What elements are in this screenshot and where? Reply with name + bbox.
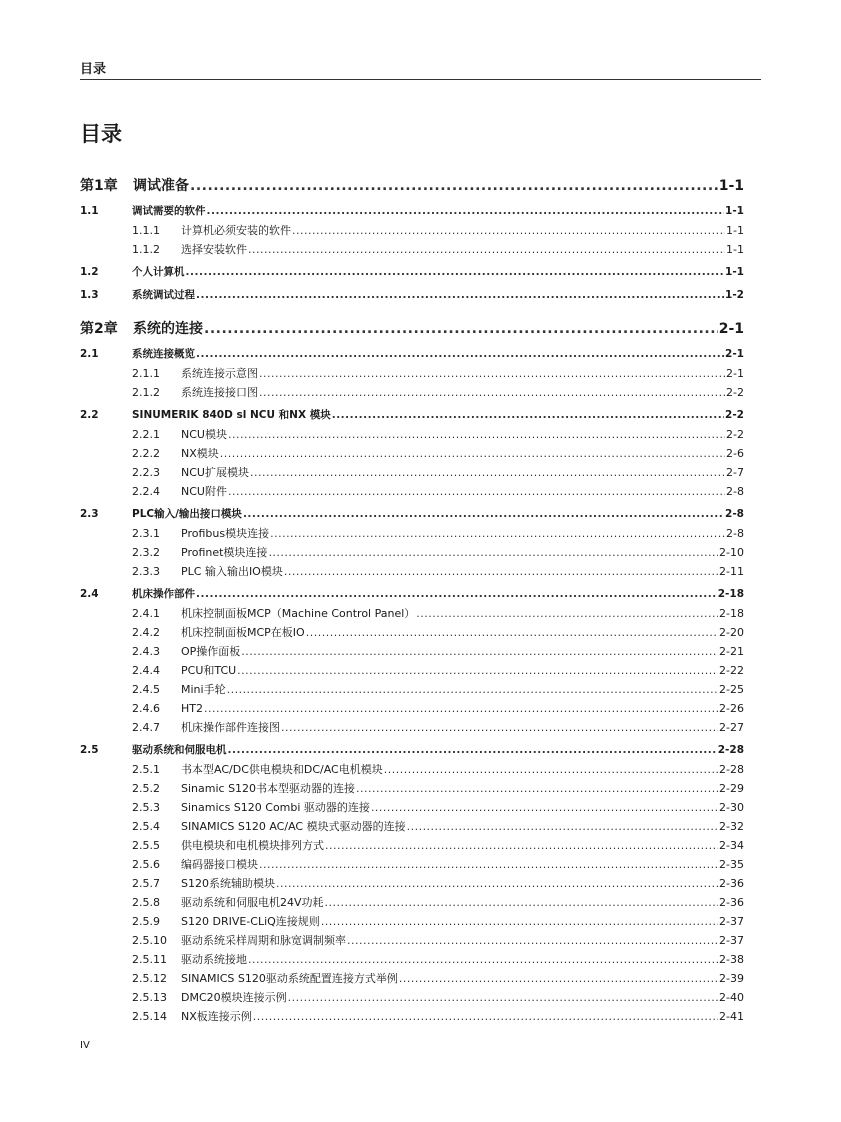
toc-subsection-entry[interactable] <box>80 604 744 623</box>
entry-page: 2-30 <box>719 801 744 814</box>
entry-title: 机床操作部件连接图 <box>181 721 280 734</box>
entry-title: NX板连接示例 <box>181 1010 252 1023</box>
entry-number: 2.2 <box>80 409 99 421</box>
entry-title: NX模块 <box>181 447 219 460</box>
entry-title: 机床控制面板MCP（Machine Control Panel） <box>181 607 416 620</box>
entry-page: 2-2 <box>726 428 744 441</box>
entry-page: 2-1 <box>718 321 744 337</box>
dot-leader <box>306 623 718 642</box>
entry-page: 2-21 <box>719 645 744 658</box>
entry-page: 2-39 <box>719 972 744 985</box>
entry-title: 驱动系统接地 <box>181 953 247 966</box>
dot-leader <box>416 604 718 623</box>
entry-page: 2-26 <box>719 702 744 715</box>
dot-leader <box>248 240 725 259</box>
entry-number: 2.4.7 <box>132 721 160 734</box>
entry-number: 2.3.3 <box>132 565 160 578</box>
toc-section-entry[interactable] <box>80 286 744 305</box>
entry-title: NCU附件 <box>181 485 227 498</box>
entry-page: 2-10 <box>719 546 744 559</box>
dot-leader <box>243 505 724 524</box>
dot-leader <box>281 718 718 737</box>
toc-section-entry[interactable] <box>80 585 744 604</box>
entry-page: 2-18 <box>719 607 744 620</box>
entry-page: 1-1 <box>725 205 744 217</box>
entry-page: 2-22 <box>719 664 744 677</box>
entry-title: PCU和TCU <box>181 664 237 677</box>
toc-subsection-entry[interactable] <box>80 931 744 950</box>
entry-page: 2-37 <box>719 915 744 928</box>
entry-page: 2-27 <box>719 721 744 734</box>
toc-subsection-entry[interactable] <box>80 221 744 240</box>
toc-subsection-entry[interactable] <box>80 969 744 988</box>
entry-page: 2-18 <box>717 588 744 600</box>
dot-leader <box>250 463 725 482</box>
dot-leader <box>204 317 718 341</box>
entry-title: PLC 输入输出IO模块 <box>181 565 283 578</box>
dot-leader <box>207 202 725 221</box>
dot-leader <box>347 931 718 950</box>
dot-leader <box>237 661 718 680</box>
entry-number: 2.2.3 <box>132 466 160 479</box>
dot-leader <box>259 855 718 874</box>
toc-subsection-entry[interactable] <box>80 383 744 402</box>
dot-leader <box>204 699 718 718</box>
entry-number: 2.1.1 <box>132 367 160 380</box>
entry-title: 驱动系统和伺服电机24V功耗 <box>181 896 324 909</box>
entry-title: NCU模块 <box>181 428 227 441</box>
entry-number: 2.4.5 <box>132 683 160 696</box>
toc-subsection-entry[interactable] <box>80 893 744 912</box>
toc-subsection-entry[interactable] <box>80 444 744 463</box>
entry-number: 2.2.4 <box>132 485 160 498</box>
entry-title: SINAMICS S120 AC/AC 模块式驱动器的连接 <box>181 820 406 833</box>
dot-leader <box>259 364 725 383</box>
dot-leader <box>248 950 718 969</box>
running-header: 目录 <box>80 62 107 77</box>
toc-subsection-entry[interactable] <box>80 874 744 893</box>
entry-title: 系统连接示意图 <box>181 367 258 380</box>
entry-page: 2-7 <box>726 466 744 479</box>
entry-number: 2.5.2 <box>132 782 160 795</box>
toc-subsection-entry[interactable] <box>80 661 744 680</box>
dot-leader <box>325 836 718 855</box>
entry-title: 调试准备 <box>133 178 189 194</box>
toc-subsection-entry[interactable] <box>80 718 744 737</box>
entry-title: 系统连接概览 <box>132 348 195 360</box>
dot-leader <box>325 893 719 912</box>
toc-subsection-entry[interactable] <box>80 760 744 779</box>
entry-page: 1-1 <box>718 178 744 194</box>
dot-leader <box>284 562 718 581</box>
table-of-contents <box>80 174 744 1026</box>
entry-page: 2-2 <box>726 386 744 399</box>
toc-section-entry[interactable] <box>80 406 744 425</box>
entry-number: 2.5.14 <box>132 1010 167 1023</box>
toc-subsection-entry[interactable] <box>80 855 744 874</box>
entry-title: 系统连接接口图 <box>181 386 258 399</box>
toc-section-entry[interactable] <box>80 505 744 524</box>
entry-number: 1.1 <box>80 205 99 217</box>
dot-leader <box>196 585 717 604</box>
entry-number: 1.1.1 <box>132 224 160 237</box>
toc-section-entry[interactable] <box>80 263 744 282</box>
entry-number: 1.1.2 <box>132 243 160 256</box>
entry-number: 2.4.2 <box>132 626 160 639</box>
entry-number: 2.4.3 <box>132 645 160 658</box>
dot-leader <box>228 482 725 501</box>
entry-page: 2-8 <box>726 527 744 540</box>
entry-number: 2.3 <box>80 508 99 520</box>
entry-title: 选择安装软件 <box>181 243 247 256</box>
entry-page: 1-1 <box>726 243 744 256</box>
entry-page: 2-32 <box>719 820 744 833</box>
entry-title: 驱动系统采样周期和脉宽调制频率 <box>181 934 346 947</box>
entry-title: OP操作面板 <box>181 645 241 658</box>
toc-subsection-entry[interactable] <box>80 912 744 931</box>
entry-title: 个人计算机 <box>132 266 185 278</box>
entry-number: 1.3 <box>80 289 99 301</box>
entry-page: 2-1 <box>725 348 744 360</box>
entry-number: 2.5.7 <box>132 877 160 890</box>
entry-page: 2-28 <box>719 763 744 776</box>
entry-number: 2.5.3 <box>132 801 160 814</box>
entry-number: 2.5.10 <box>132 934 167 947</box>
toc-subsection-entry[interactable] <box>80 623 744 642</box>
entry-title: Profinet模块连接 <box>181 546 268 559</box>
entry-title: 系统调试过程 <box>132 289 195 301</box>
dot-leader <box>270 524 725 543</box>
entry-page: 2-29 <box>719 782 744 795</box>
dot-leader <box>196 286 724 305</box>
toc-subsection-entry[interactable] <box>80 240 744 259</box>
toc-subsection-entry[interactable] <box>80 562 744 581</box>
toc-subsection-entry[interactable] <box>80 798 744 817</box>
dot-leader <box>276 874 718 893</box>
entry-title: 调试需要的软件 <box>132 205 206 217</box>
toc-section-entry[interactable] <box>80 345 744 364</box>
entry-page: 2-40 <box>719 991 744 1004</box>
entry-number: 2.4.4 <box>132 664 160 677</box>
toc-subsection-entry[interactable] <box>80 950 744 969</box>
entry-page: 2-20 <box>719 626 744 639</box>
entry-page: 2-36 <box>719 877 744 890</box>
entry-number: 2.5.13 <box>132 991 167 1004</box>
toc-subsection-entry[interactable] <box>80 482 744 501</box>
dot-leader <box>407 817 718 836</box>
dot-leader <box>241 642 718 661</box>
dot-leader <box>384 760 718 779</box>
dot-leader <box>399 969 718 988</box>
entry-page: 2-8 <box>726 485 744 498</box>
entry-page: 2-37 <box>719 934 744 947</box>
dot-leader <box>356 779 718 798</box>
entry-number: 2.2.2 <box>132 447 160 460</box>
entry-page: 1-1 <box>725 266 744 278</box>
entry-page: 2-38 <box>719 953 744 966</box>
toc-subsection-entry[interactable] <box>80 817 744 836</box>
entry-title: 编码器接口模块 <box>181 858 258 871</box>
entry-number: 2.5.5 <box>132 839 160 852</box>
entry-page: 2-36 <box>719 896 744 909</box>
entry-page: 1-2 <box>725 289 744 301</box>
entry-number: 2.5.1 <box>132 763 160 776</box>
toc-subsection-entry[interactable] <box>80 364 744 383</box>
dot-leader <box>332 406 724 425</box>
entry-title: 供电模块和电机模块排列方式 <box>181 839 324 852</box>
entry-number: 2.4.6 <box>132 702 160 715</box>
entry-page: 2-6 <box>726 447 744 460</box>
entry-title: Mini手轮 <box>181 683 226 696</box>
entry-page: 2-41 <box>719 1010 744 1023</box>
entry-page: 2-2 <box>725 409 744 421</box>
entry-number: 2.5.4 <box>132 820 160 833</box>
entry-title: NCU扩展模块 <box>181 466 249 479</box>
page-title: 目录 <box>80 122 122 146</box>
dot-leader <box>371 798 718 817</box>
toc-subsection-entry[interactable] <box>80 543 744 562</box>
entry-page: 2-28 <box>717 744 744 756</box>
toc-section-entry[interactable] <box>80 741 744 760</box>
entry-title: 书本型AC/DC供电模块和DC/AC电机模块 <box>181 763 383 776</box>
toc-chapter-entry[interactable] <box>80 174 744 198</box>
page-number: IV <box>80 1040 90 1051</box>
entry-number: 第1章 <box>80 178 118 194</box>
entry-title: Sinamics S120 Combi 驱动器的连接 <box>181 801 370 814</box>
entry-number: 2.2.1 <box>132 428 160 441</box>
header-rule <box>80 79 761 80</box>
dot-leader <box>196 345 724 364</box>
dot-leader <box>253 1007 718 1026</box>
toc-subsection-entry[interactable] <box>80 988 744 1007</box>
toc-subsection-entry[interactable] <box>80 836 744 855</box>
dot-leader <box>288 988 718 1007</box>
entry-number: 2.1.2 <box>132 386 160 399</box>
dot-leader <box>227 680 718 699</box>
entry-title: SINAMICS S120驱动系统配置连接方式举例 <box>181 972 398 985</box>
toc-chapter-entry[interactable] <box>80 317 744 341</box>
entry-number: 2.4 <box>80 588 99 600</box>
entry-number: 1.2 <box>80 266 99 278</box>
toc-subsection-entry[interactable] <box>80 699 744 718</box>
entry-title: Profibus模块连接 <box>181 527 270 540</box>
dot-leader <box>190 174 718 198</box>
entry-title: Sinamic S120书本型驱动器的连接 <box>181 782 356 795</box>
entry-page: 2-11 <box>719 565 744 578</box>
toc-section-entry[interactable] <box>80 202 744 221</box>
toc-subsection-entry[interactable] <box>80 1007 744 1026</box>
entry-page: 1-1 <box>726 224 744 237</box>
entry-title: 驱动系统和伺服电机 <box>132 744 227 756</box>
entry-page: 2-25 <box>719 683 744 696</box>
toc-subsection-entry[interactable] <box>80 680 744 699</box>
entry-number: 2.1 <box>80 348 99 360</box>
toc-subsection-entry[interactable] <box>80 425 744 444</box>
entry-number: 2.3.1 <box>132 527 160 540</box>
entry-title: HT2 <box>181 702 203 715</box>
entry-number: 第2章 <box>80 321 118 337</box>
entry-page: 2-34 <box>719 839 744 852</box>
entry-page: 2-1 <box>726 367 744 380</box>
dot-leader <box>186 263 725 282</box>
entry-number: 2.5.9 <box>132 915 160 928</box>
entry-title: DMC20模块连接示例 <box>181 991 287 1004</box>
entry-title: 计算机必须安装的软件 <box>181 224 291 237</box>
toc-subsection-entry[interactable] <box>80 463 744 482</box>
dot-leader <box>268 543 718 562</box>
entry-title: 机床控制面板MCP在板IO <box>181 626 305 639</box>
entry-number: 2.5 <box>80 744 99 756</box>
dot-leader <box>292 221 725 240</box>
entry-number: 2.4.1 <box>132 607 160 620</box>
entry-title: S120 DRIVE-CLiQ连接规则 <box>181 915 320 928</box>
toc-subsection-entry[interactable] <box>80 524 744 543</box>
entry-number: 2.5.6 <box>132 858 160 871</box>
entry-page: 2-8 <box>725 508 744 520</box>
entry-number: 2.3.2 <box>132 546 160 559</box>
dot-leader <box>321 912 718 931</box>
entry-number: 2.5.12 <box>132 972 167 985</box>
entry-page: 2-35 <box>719 858 744 871</box>
entry-title: SINUMERIK 840D sl NCU 和NX 模块 <box>132 409 331 421</box>
dot-leader <box>228 741 717 760</box>
dot-leader <box>259 383 725 402</box>
entry-title: 机床操作部件 <box>132 588 195 600</box>
toc-subsection-entry[interactable] <box>80 779 744 798</box>
dot-leader <box>228 425 725 444</box>
entry-number: 2.5.11 <box>132 953 167 966</box>
entry-title: PLC输入/输出接口模块 <box>132 508 242 520</box>
toc-subsection-entry[interactable] <box>80 642 744 661</box>
entry-title: S120系统辅助模块 <box>181 877 275 890</box>
dot-leader <box>220 444 725 463</box>
entry-number: 2.5.8 <box>132 896 160 909</box>
entry-title: 系统的连接 <box>133 321 203 337</box>
